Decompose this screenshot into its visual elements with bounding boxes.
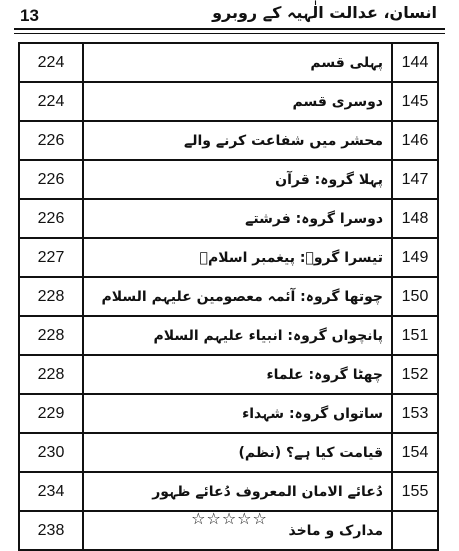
page-number: 13 [20,6,39,25]
toc-body [19,43,438,550]
entry-title: تیسرا گروہ: پیغمبر اسلامؐ [83,238,392,277]
table-row [19,316,438,355]
page-ref: 238 [19,511,83,550]
page-ref: 224 [19,82,83,121]
entry-number: 146 [392,121,438,160]
entry-title: مدارک و ماخذ [83,511,392,550]
entry-title: پانچواں گروہ: انبیاء علیہم السلام [83,316,392,355]
entry-number: 154 [392,433,438,472]
entry-title: چوتھا گروہ: آئمہ معصومین علیہم السلام [83,277,392,316]
page-ref: 224 [19,43,83,82]
page-ref: 230 [19,433,83,472]
entry-number: 151 [392,316,438,355]
entry-title: چھٹا گروہ: علماء [83,355,392,394]
entry-title: دوسرا گروہ: فرشتے [83,199,392,238]
entry-number: 153 [392,394,438,433]
table-row [19,199,438,238]
entry-title: پہلی قسم [83,43,392,82]
page-ref: 228 [19,355,83,394]
entry-number: 152 [392,355,438,394]
table-row [19,160,438,199]
entry-number: 150 [392,277,438,316]
entry-number: 145 [392,82,438,121]
entry-title: دوسری قسم [83,82,392,121]
table-row [19,238,438,277]
entry-number: 144 [392,43,438,82]
table-row [19,277,438,316]
table-row [19,121,438,160]
entry-number: 147 [392,160,438,199]
page-ref: 226 [19,160,83,199]
entry-title: محشر میں شفاعت کرنے والے [83,121,392,160]
page-ref: 226 [19,199,83,238]
page-ref: 227 [19,238,83,277]
footer-ornament: ☆☆☆☆☆ [191,509,268,528]
entry-number: 149 [392,238,438,277]
page-ref: 228 [19,316,83,355]
table-row [19,82,438,121]
page-ref: 229 [19,394,83,433]
page-ref: 226 [19,121,83,160]
table-row [19,394,438,433]
table-row [19,355,438,394]
page-header [14,3,445,27]
table-of-contents [18,42,439,551]
table-row [19,433,438,472]
running-title: انسان، عدالت الٰہیہ کے روبرو [212,3,437,22]
header-rule-thin [14,33,445,34]
page-ref: 234 [19,472,83,511]
entry-title: ساتواں گروہ: شہداء [83,394,392,433]
header-rule-thick [14,28,445,30]
entry-number: 155 [392,472,438,511]
table-row [19,43,438,82]
entry-title: دُعائے الامان المعروف دُعائے ظہور [83,472,392,511]
entry-number: 148 [392,199,438,238]
table-row [19,472,438,511]
entry-title: پہلا گروہ: قرآن [83,160,392,199]
entry-title: قیامت کیا ہے؟ (نظم) [83,433,392,472]
page-ref: 228 [19,277,83,316]
